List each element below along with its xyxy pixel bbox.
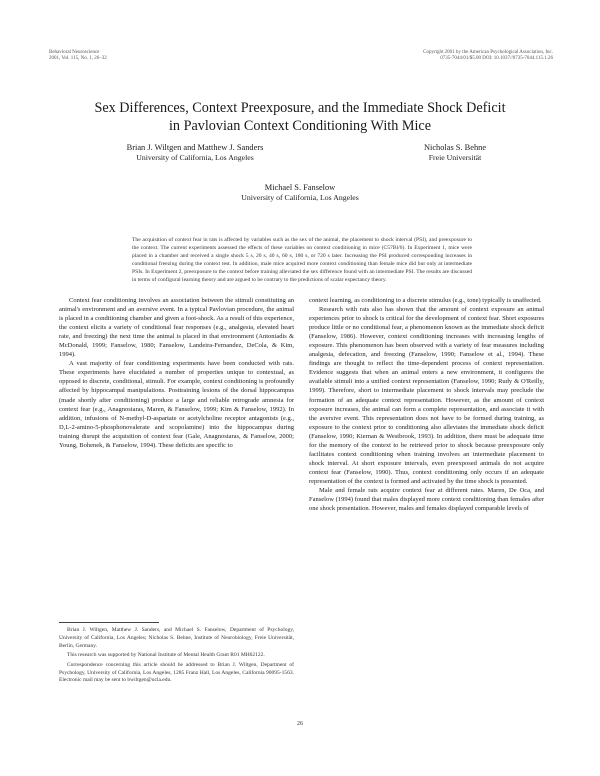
author-names: Brian J. Wiltgen and Matthew J. Sanders [126,143,264,152]
author-affiliation: University of California, Los Angeles [241,193,359,202]
author-block-3 [190,183,410,203]
doi-line: 0735-7044/01/$5.00 DOI: 10.1037//0735-7044.115.1.26 [440,56,553,61]
body-column-right [309,296,544,513]
article-title [40,99,560,135]
copyright-line: Copyright 2001 by the American Psychological Association, Inc. [423,50,553,55]
title-line-2: in Pavlovian Context Conditioning With Mice [168,118,432,134]
running-header-right [423,50,553,62]
running-header-left [49,50,107,62]
journal-name: Behavioral Neuroscience [49,50,100,55]
author-names: Nicholas S. Behne [423,143,487,152]
footnote: Correspondence concerning this article should be addressed to Brian J. Wiltgen, Department of Psychology, University of California, Los Angeles, 1285 Franz Hall, Los Angeles, California 90095-1563. Electronic mail may be sent to bwiltgen@ucla.edu. [59,661,294,684]
author-block-2 [360,143,550,163]
abstract: The acquisition of context fear in rats is affected by variables such as the sex of the animal, the placement to shock interval (PSI), and preexposure to the context. The current experiments assessed the effects of these variables on context conditioning in mice (C57Bl/6). In Experiment 1, mice were placed in a chamber and received a single shock 5 s, 20 s, 40 s, 60 s, 180 s, or 720 s later. Increasing the PSI produced corresponding increases in conditional freezing during the context test. In addition, male mice acquired more context conditioning than female mice did but only at intermediate PSIs. In Experiment 2, preexposure to the context before training alleviated the sex difference found with an intermediate PSI. The results are discussed in terms of configural learning theory and are argued to be contrary to the predictions of scalar expectancy theory. [132,237,472,284]
paragraph: Context fear conditioning involves an association between the stimuli constituting an animal's environment and an aversive event. In a typical Pavlovian procedure, the animal is placed in a conditioning chamber and given a foot-shock. As a result of this experience, the context elicits a variety of conditional fear responses (e.g., analgesia, elevated heart rate, and freezing) the next time the animal is placed in that environment (Antoniadis & McDonald, 1999; Fanselow, 1980; Fanselow, Landeira-Fernandez, DeCola, & Kim, 1994). [59,297,294,359]
footnote: Brian J. Wiltgen, Matthew J. Sanders, and Michael S. Fanselow, Department of Psychology, University of California, Los Angeles; Nicholas S. Behne, Institute of Neurobiology, Freie Universität, Berlin, Germany. [59,627,294,649]
author-block-1 [85,143,305,163]
footnote-divider [59,622,159,623]
author-affiliation: Freie Universität [428,153,482,162]
paragraph: A vast majority of fear conditioning experiments have been conducted with rats. These experiments have elucidated a number of properties unique to contextual, as opposed to discrete, conditional, stimuli. For example, context conditioning is profoundly affected by hippocampal manipulations. Posttraining lesions of the dorsal hippocampus (made shortly after conditioning) produce a large and reliable retrograde amnesia for context fear (e.g., Anagnostaras, Maren, & Fanselow, 1999; Kim & Fanselow, 1992). In addition, infusions of N-methyl-D-aspartate or acetylcholine receptor antagonists (e.g., D,L-2-amino-5-phosphonovalerate and scopolamine) into the hippocampus during training disrupt the acquisition of context fear (Gale, Anagnostaras, & Fanselow, 2000; Young, Bohenek, & Fanselow, 1994). These deficits are specific to [59,360,294,449]
paragraph: Male and female rats acquire context fear at different rates. Maren, De Oca, and Fanselow (1994) found that males displayed more context conditioning than females after one shock presentation. However, males and females displayed comparable levels of [309,486,544,513]
author-affiliation: University of California, Los Angeles [136,153,254,162]
author-notes [59,627,294,687]
paragraph: Research with rats also has shown that the amount of context exposure an animal experiences prior to shock is critical for the development of context fear. Short exposures produce little or no conditional fear, a phenomenon known as the immediate shock deficit (Fanselow, 1986). However, context conditioning increases with increasing lengths of exposure. This phenomenon has been observed with a variety of fear measures including analgesia, defecation, and freezing (Fanselow, 1990; Fanselow et al., 1994). These findings are thought to reflect the time-dependent process of context representation. Evidence suggests that when an animal enters a new environment, it configures the available stimuli into a unified context representation (Fanselow, 1990; Rudy & O'Reilly, 1999). Therefore, short to intermediate placement to shock intervals may preclude the formation of an adequate context representation. However, as the amount of context exposure increases, the animal can form a complete representation, and associate it with the aversive event. This representation does not have to be formed during training, as exposure to the context prior to conditioning also alleviates the immediate shock deficit (Fanselow, 1990; Kiernan & Westbrook, 1993). In addition, there must be adequate time for the memory of the context to be retrieved prior to shock because preexposure only facilitates context conditioning when training involves an intermediate placement to shock interval. At short exposure intervals, even preexposed animals do not acquire context fear (Fanselow, 1990). Thus, context conditioning only occurs if an adequate representation of the context is formed and activated by the time shock is presented. [309,306,544,485]
paragraph: context learning, as conditioning to a discrete stimulus (e.g., tone) typically is unaffected. [309,297,542,304]
title-line-1: Sex Differences, Context Preexposure, and the Immediate Shock Deficit [94,100,506,116]
author-names: Michael S. Fanselow [264,183,336,192]
footnote: This research was supported by National Institute of Mental Health Grant R01 MH62122. [67,652,265,659]
page-number: 26 [296,720,304,727]
body-column-left [59,296,294,450]
journal-volume: 2001, Vol. 115, No. 1, 26–32 [49,56,107,61]
